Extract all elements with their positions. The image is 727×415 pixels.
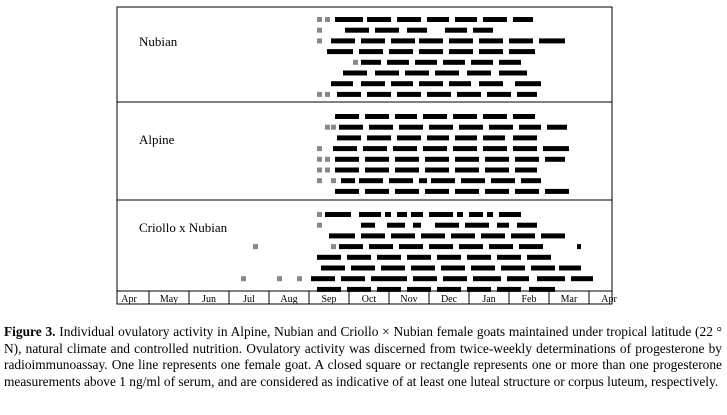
x-tick-label: Aug <box>280 294 298 305</box>
luteal-phase-bar <box>473 28 493 33</box>
luteal-phase-bar <box>429 212 453 217</box>
luteal-phase-bar <box>337 135 361 140</box>
luteal-phase-bar <box>497 223 509 228</box>
single-measurement-mark <box>325 17 330 22</box>
luteal-phase-bar <box>411 212 423 217</box>
luteal-phase-bar <box>537 276 565 281</box>
luteal-phase-bar <box>437 287 461 292</box>
caption-text: Individual ovulatory activity in Alpine, Nubian and Criollo × Nubian female goats maintained under tropical latitude (22 ° N), natural climate and controlled nutrition. Ovulatory activity was discerned from twice-weekly determinations of progesterone by radioimmunoassay. One line represents one female goat. A closed square or rectangle represents one or more than one progesterone measurements above 1 ng/ml of serum, and are considered as indicative of at least one luteal structure or corpus luteum, respectively. <box>4 324 723 389</box>
single-measurement-mark <box>317 17 322 22</box>
luteal-phase-bar <box>571 276 593 281</box>
luteal-phase-bar <box>347 287 371 292</box>
luteal-phase-bar <box>359 49 383 54</box>
luteal-phase-bar <box>385 212 391 217</box>
single-measurement-mark <box>325 168 330 173</box>
luteal-phase-bar <box>455 189 479 194</box>
luteal-phase-bar <box>395 168 419 173</box>
panel-label-criollo-x-nubian: Criollo x Nubian <box>139 220 228 235</box>
luteal-phase-bar <box>339 244 363 249</box>
luteal-phase-bar <box>413 276 437 281</box>
luteal-phase-bar <box>351 266 375 271</box>
luteal-phase-bar <box>487 212 493 217</box>
luteal-phase-bar <box>419 49 443 54</box>
luteal-phase-bar <box>541 233 565 238</box>
luteal-phase-bar <box>333 146 357 151</box>
luteal-phase-bar <box>365 157 389 162</box>
luteal-phase-bar <box>311 276 335 281</box>
x-tick-label: Mar <box>560 294 578 305</box>
luteal-phase-bar <box>473 276 501 281</box>
luteal-phase-bar <box>483 146 507 151</box>
x-tick-label: Jan <box>482 294 496 305</box>
luteal-phase-bar <box>359 178 383 183</box>
luteal-phase-bar <box>467 255 491 260</box>
panel-label-nubian: Nubian <box>139 34 178 49</box>
luteal-phase-bar <box>361 81 385 86</box>
luteal-phase-bar <box>467 71 491 76</box>
single-measurement-mark <box>325 125 330 130</box>
luteal-phase-bar <box>407 287 431 292</box>
single-measurement-mark <box>331 244 336 249</box>
luteal-phase-bar <box>423 114 447 119</box>
luteal-phase-bar <box>545 189 569 194</box>
single-measurement-mark <box>241 276 246 281</box>
luteal-phase-bar <box>531 266 555 271</box>
single-measurement-mark <box>317 38 322 43</box>
single-measurement-mark <box>297 276 302 281</box>
luteal-phase-bar <box>335 189 359 194</box>
luteal-phase-bar <box>485 168 509 173</box>
luteal-phase-bar <box>375 28 399 33</box>
luteal-phase-bar <box>435 223 459 228</box>
luteal-phase-bar <box>325 212 351 217</box>
luteal-phase-bar <box>397 17 421 22</box>
luteal-phase-bar <box>415 60 437 65</box>
luteal-phase-bar <box>469 212 483 217</box>
luteal-phase-bar <box>425 168 449 173</box>
single-measurement-mark <box>325 92 330 97</box>
luteal-phase-bar <box>547 125 567 130</box>
luteal-phase-bar <box>341 178 355 183</box>
luteal-phase-bar <box>449 81 471 86</box>
luteal-phase-bar <box>335 114 359 119</box>
luteal-phase-bar <box>341 276 365 281</box>
luteal-phase-bar <box>517 92 537 97</box>
luteal-phase-bar <box>317 287 341 292</box>
luteal-phase-bar <box>345 28 369 33</box>
luteal-phase-bar <box>427 135 449 140</box>
luteal-phase-bar <box>441 266 465 271</box>
luteal-phase-bar <box>425 157 449 162</box>
luteal-phase-bar <box>405 71 429 76</box>
luteal-phase-bar <box>471 266 495 271</box>
x-tick-label: May <box>159 294 179 305</box>
luteal-phase-bar <box>423 146 447 151</box>
luteal-phase-bar <box>461 178 485 183</box>
luteal-phase-bar <box>395 157 419 162</box>
luteal-phase-bar <box>331 81 353 86</box>
luteal-phase-bar <box>515 157 539 162</box>
luteal-phase-bar <box>465 223 489 228</box>
luteal-phase-bar <box>451 233 475 238</box>
x-tick-label: Dec <box>440 294 458 305</box>
luteal-phase-bar <box>361 223 375 228</box>
luteal-phase-bar <box>489 244 513 249</box>
luteal-phase-bar <box>391 233 415 238</box>
single-measurement-mark <box>325 157 330 162</box>
luteal-phase-bar <box>427 17 449 22</box>
luteal-phase-bar <box>347 255 371 260</box>
luteal-phase-bar <box>559 266 581 271</box>
x-tick-label: Nov <box>400 294 418 305</box>
luteal-phase-bar <box>367 17 391 22</box>
single-measurement-mark <box>317 212 322 217</box>
luteal-phase-bar <box>361 60 381 65</box>
luteal-phase-bar <box>429 244 453 249</box>
x-tick-label: Oct <box>361 294 377 305</box>
panel-label-alpine: Alpine <box>139 132 175 147</box>
luteal-phase-bar <box>327 49 353 54</box>
luteal-phase-bar <box>485 157 509 162</box>
luteal-phase-bar <box>483 114 507 119</box>
single-measurement-mark <box>317 28 322 33</box>
luteal-phase-bar <box>321 266 345 271</box>
luteal-phase-bar <box>335 157 359 162</box>
luteal-phase-bar <box>411 266 435 271</box>
luteal-phase-bar <box>407 255 431 260</box>
luteal-phase-bar <box>443 60 465 65</box>
luteal-phase-bar <box>367 92 391 97</box>
luteal-phase-bar <box>449 38 473 43</box>
luteal-phase-bar <box>429 125 453 130</box>
x-tick-label: Apr <box>121 294 137 305</box>
luteal-phase-bar <box>459 125 483 130</box>
luteal-phase-bar <box>507 276 529 281</box>
single-measurement-mark <box>253 244 258 249</box>
x-tick-label: Jul <box>243 294 255 305</box>
x-tick-label: Feb <box>521 294 537 305</box>
single-measurement-mark <box>277 276 282 281</box>
luteal-phase-bar <box>427 92 451 97</box>
luteal-phase-bar <box>499 212 521 217</box>
single-measurement-mark <box>331 125 336 130</box>
luteal-phase-bar <box>509 49 535 54</box>
luteal-phase-bar <box>577 244 581 249</box>
luteal-phase-bar <box>399 125 423 130</box>
luteal-phase-bar <box>455 168 479 173</box>
luteal-phase-bar <box>515 189 539 194</box>
luteal-phase-bar <box>499 71 527 76</box>
luteal-phase-bar <box>479 49 503 54</box>
month-axis <box>121 291 617 305</box>
luteal-phase-bar <box>389 178 413 183</box>
luteal-phase-bar <box>361 233 385 238</box>
single-measurement-mark <box>317 168 322 173</box>
luteal-phase-bar <box>471 60 493 65</box>
luteal-phase-bar <box>391 38 415 43</box>
single-measurement-mark <box>317 146 322 151</box>
luteal-phase-bar <box>519 244 543 249</box>
luteal-phase-bar <box>467 287 491 292</box>
luteal-phase-bar <box>397 135 421 140</box>
luteal-phase-bar <box>419 38 443 43</box>
luteal-phase-bar <box>407 28 427 33</box>
luteal-phase-bar <box>365 114 389 119</box>
luteal-phase-bar <box>545 157 565 162</box>
luteal-phase-bar <box>331 38 355 43</box>
single-measurement-mark <box>317 157 322 162</box>
luteal-phase-bar <box>543 146 569 151</box>
luteal-phase-bar <box>489 125 513 130</box>
luteal-phase-bar <box>517 223 537 228</box>
luteal-phase-bar <box>515 168 537 173</box>
luteal-phase-bar <box>381 266 405 271</box>
luteal-phase-bar <box>453 146 477 151</box>
luteal-phase-bar <box>443 276 467 281</box>
luteal-phase-bar <box>457 212 463 217</box>
luteal-phase-bar <box>519 125 541 130</box>
luteal-phase-bar <box>397 212 407 217</box>
luteal-phase-bar <box>413 223 421 228</box>
luteal-phase-bar <box>513 17 533 22</box>
luteal-phase-bar <box>425 189 449 194</box>
luteal-phase-bar <box>513 135 537 140</box>
luteal-phase-bar <box>539 38 565 43</box>
luteal-phase-bar <box>393 146 417 151</box>
luteal-phase-bar <box>339 125 363 130</box>
luteal-phase-bar <box>527 255 551 260</box>
ovulatory-marks <box>241 17 593 292</box>
luteal-phase-bar <box>395 114 417 119</box>
luteal-phase-bar <box>363 146 387 151</box>
luteal-phase-bar <box>371 276 407 281</box>
x-tick-label: Jun <box>202 294 216 305</box>
luteal-phase-bar <box>387 223 405 228</box>
luteal-phase-bar <box>453 114 477 119</box>
luteal-phase-bar <box>459 244 483 249</box>
luteal-phase-bar <box>479 38 503 43</box>
single-measurement-mark <box>353 60 358 65</box>
luteal-phase-bar <box>317 255 341 260</box>
luteal-phase-bar <box>397 92 421 97</box>
luteal-phase-bar <box>455 135 477 140</box>
luteal-phase-bar <box>499 60 521 65</box>
luteal-phase-bar <box>375 71 399 76</box>
luteal-phase-bar <box>359 212 381 217</box>
single-measurement-mark <box>331 178 336 183</box>
luteal-phase-bar <box>421 233 445 238</box>
luteal-phase-bar <box>521 178 541 183</box>
single-measurement-mark <box>317 92 322 97</box>
luteal-phase-bar <box>481 233 505 238</box>
luteal-phase-bar <box>483 17 507 22</box>
luteal-phase-bar <box>513 146 537 151</box>
luteal-phase-bar <box>419 178 427 183</box>
luteal-phase-bar <box>483 135 505 140</box>
luteal-phase-bar <box>335 168 359 173</box>
luteal-phase-bar <box>365 189 389 194</box>
luteal-phase-bar <box>343 71 367 76</box>
luteal-phase-bar <box>395 189 419 194</box>
luteal-phase-bar <box>435 71 459 76</box>
luteal-phase-bar <box>515 81 541 86</box>
luteal-phase-bar <box>485 189 509 194</box>
luteal-phase-bar <box>387 60 409 65</box>
luteal-phase-bar <box>457 92 481 97</box>
luteal-phase-bar <box>445 28 467 33</box>
x-tick-label: Sep <box>321 294 337 305</box>
luteal-phase-bar <box>369 125 393 130</box>
luteal-phase-bar <box>419 81 443 86</box>
luteal-phase-bar <box>449 49 473 54</box>
x-tick-label: Apr <box>601 294 617 305</box>
luteal-phase-bar <box>511 233 535 238</box>
luteal-phase-bar <box>389 49 413 54</box>
luteal-phase-bar <box>361 38 385 43</box>
luteal-phase-bar <box>487 92 511 97</box>
luteal-phase-bar <box>455 17 477 22</box>
luteal-phase-bar <box>437 255 461 260</box>
single-measurement-mark <box>317 178 322 183</box>
luteal-phase-bar <box>497 255 521 260</box>
luteal-phase-bar <box>431 178 455 183</box>
luteal-phase-bar <box>509 38 533 43</box>
luteal-phase-bar <box>337 92 361 97</box>
single-measurement-mark <box>317 223 322 228</box>
luteal-phase-bar <box>491 178 515 183</box>
figure-caption <box>4 324 722 390</box>
luteal-phase-bar <box>455 157 479 162</box>
caption-label: Figure 3. <box>4 324 56 339</box>
luteal-phase-bar <box>365 168 389 173</box>
luteal-phase-bar <box>391 81 413 86</box>
luteal-phase-bar <box>513 114 535 119</box>
luteal-phase-bar <box>335 17 363 22</box>
luteal-phase-bar <box>501 266 525 271</box>
luteal-phase-bar <box>329 233 355 238</box>
luteal-phase-bar <box>399 244 423 249</box>
luteal-phase-bar <box>377 255 401 260</box>
luteal-phase-bar <box>369 244 393 249</box>
luteal-phase-bar <box>529 287 555 292</box>
luteal-phase-bar <box>479 81 503 86</box>
luteal-phase-bar <box>367 135 391 140</box>
